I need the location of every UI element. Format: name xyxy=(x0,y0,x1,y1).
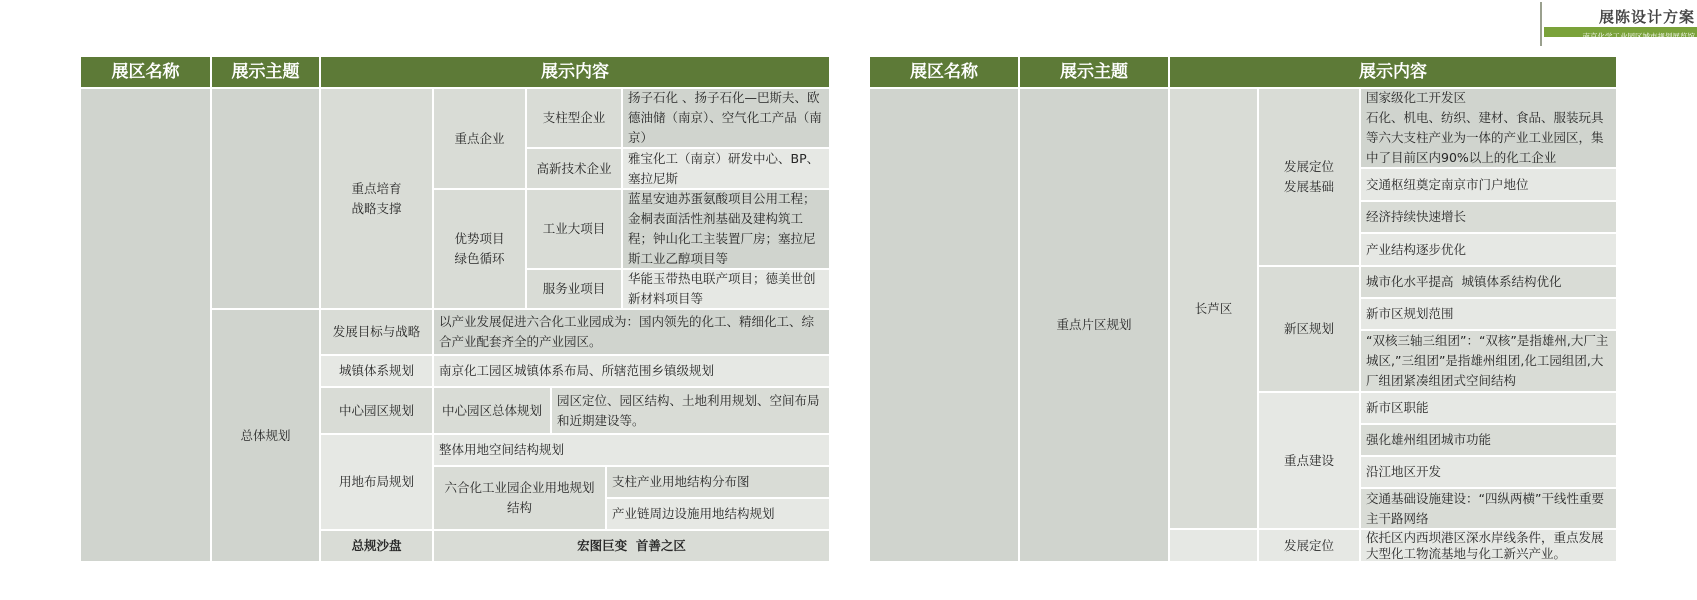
pillar-content-cell: 扬子石化 、扬子石化—巴斯夫、欧德油储（南京）、空气化工产品（南京） xyxy=(622,88,830,148)
zone-name-cell xyxy=(869,88,1019,562)
logo-subtitle: 南京化学工业园区城市规划展览馆 xyxy=(1582,32,1695,41)
sandtable-content-cell: 宏图巨变 首善之区 xyxy=(433,530,830,562)
bottom-positioning-content: 依托区内西坝港区深水岸线条件，重点发展大型化工物流基地与化工新兴产业。 xyxy=(1360,529,1617,562)
sandtable-label-cell: 总规沙盘 xyxy=(320,530,433,562)
center-sub-cell: 中心园区总体规划 xyxy=(433,387,551,434)
center-label-cell: 中心园区规划 xyxy=(320,387,433,434)
hitech-enterprises-cell: 高新技术企业 xyxy=(526,148,622,189)
district-cell: 长芦区 xyxy=(1169,88,1258,529)
zone-name-cell xyxy=(80,88,211,562)
right-exhibit-table xyxy=(869,56,1619,562)
newdistrict-item-2: 新市区规划范围 xyxy=(1360,298,1617,330)
industrial-projects-cell: 工业大项目 xyxy=(526,189,622,269)
logo-title: 展陈设计方案 xyxy=(1598,8,1695,26)
header-zone-name: 展区名称 xyxy=(869,56,1019,88)
construction-item-1: 新市区职能 xyxy=(1360,392,1617,424)
landuse-overall-cell: 整体用地空间结构规划 xyxy=(433,434,830,466)
goals-label-cell: 发展目标与战略 xyxy=(320,309,433,355)
town-content-cell: 南京化工园区城镇体系布局、所辖范围乡镇级规划 xyxy=(433,355,830,387)
landuse-label-cell: 用地布局规划 xyxy=(320,434,433,530)
newdistrict-label-cell: 新区规划 xyxy=(1258,266,1360,392)
construction-item-4: 交通基础设施建设：“四纵两横”干线性重要主干路网络 xyxy=(1360,488,1617,529)
district-bottom-cell xyxy=(1169,529,1258,562)
hitech-content-cell: 雅宝化工（南京）研发中心、BP、塞拉尼斯 xyxy=(622,148,830,189)
header-theme: 展示主题 xyxy=(1019,56,1169,88)
center-content-cell: 园区定位、园区结构、土地利用规划、空间布局和近期建设等。 xyxy=(551,387,830,434)
header-content: 展示内容 xyxy=(320,56,830,88)
service-projects-cell: 服务业项目 xyxy=(526,269,622,309)
theme-cell-upper xyxy=(211,88,320,309)
goals-content-cell: 以产业发展促进六合化工业园成为：国内领先的化工、精细化工、综合产业配套齐全的产业园区。 xyxy=(433,309,830,355)
service-content-cell: 华能玉带热电联产项目；德美世创新材料项目等 xyxy=(622,269,830,309)
key-enterprises-cell: 重点企业 xyxy=(433,88,526,189)
newdistrict-item-3: “双核三轴三组团”：“双核”是指雄州,大厂主城区,”三组团”是指雄州组团,化工园组团,大厂组团紧凑组团式空间结构 xyxy=(1360,330,1617,392)
positioning-item-3: 经济持续快速增长 xyxy=(1360,201,1617,233)
town-label-cell: 城镇体系规划 xyxy=(320,355,433,387)
logo-divider xyxy=(1540,2,1542,46)
header-zone-name: 展区名称 xyxy=(80,56,211,88)
positioning-item-2: 交通枢纽奠定南京市门户地位 xyxy=(1360,168,1617,201)
pillar-enterprises-cell: 支柱型企业 xyxy=(526,88,622,148)
newdistrict-item-1: 城市化水平提高 城镇体系结构优化 xyxy=(1360,266,1617,298)
landuse-liuhe-cell: 六合化工业园企业用地规划结构 xyxy=(433,466,606,530)
header-content: 展示内容 xyxy=(1169,56,1617,88)
landuse-pillar-cell: 支柱产业用地结构分布图 xyxy=(606,466,830,498)
construction-item-3: 沿江地区开发 xyxy=(1360,456,1617,488)
advantage-cell: 优势项目 绿色循环 xyxy=(433,189,526,309)
positioning-label-cell: 发展定位 发展基础 xyxy=(1258,88,1360,266)
strategy-cell: 重点培育 战略支撑 xyxy=(320,88,433,309)
industrial-content-cell: 蓝星安迪苏蛋氨酸项目公用工程；金桐表面活性剂基础及建构筑工程；钟山化工主装置厂房；塞拉尼斯工业乙醇项目等 xyxy=(622,189,830,269)
positioning-item-1: 国家级化工开发区 石化、机电、纺织、建材、食品、服装玩具等六大支柱产业为一体的产业工业园区，集中了目前区内90%以上的化工企业 xyxy=(1360,88,1617,168)
header-theme: 展示主题 xyxy=(211,56,320,88)
left-exhibit-table xyxy=(80,56,830,562)
construction-item-2: 强化雄州组团城市功能 xyxy=(1360,424,1617,456)
bottom-positioning-label: 发展定位 xyxy=(1258,529,1360,562)
construction-label-cell: 重点建设 xyxy=(1258,392,1360,529)
theme-planning-cell: 总体规划 xyxy=(211,309,320,562)
theme-cell: 重点片区规划 xyxy=(1019,88,1169,562)
positioning-item-4: 产业结构逐步优化 xyxy=(1360,233,1617,266)
landuse-chain-cell: 产业链周边设施用地结构规划 xyxy=(606,498,830,530)
